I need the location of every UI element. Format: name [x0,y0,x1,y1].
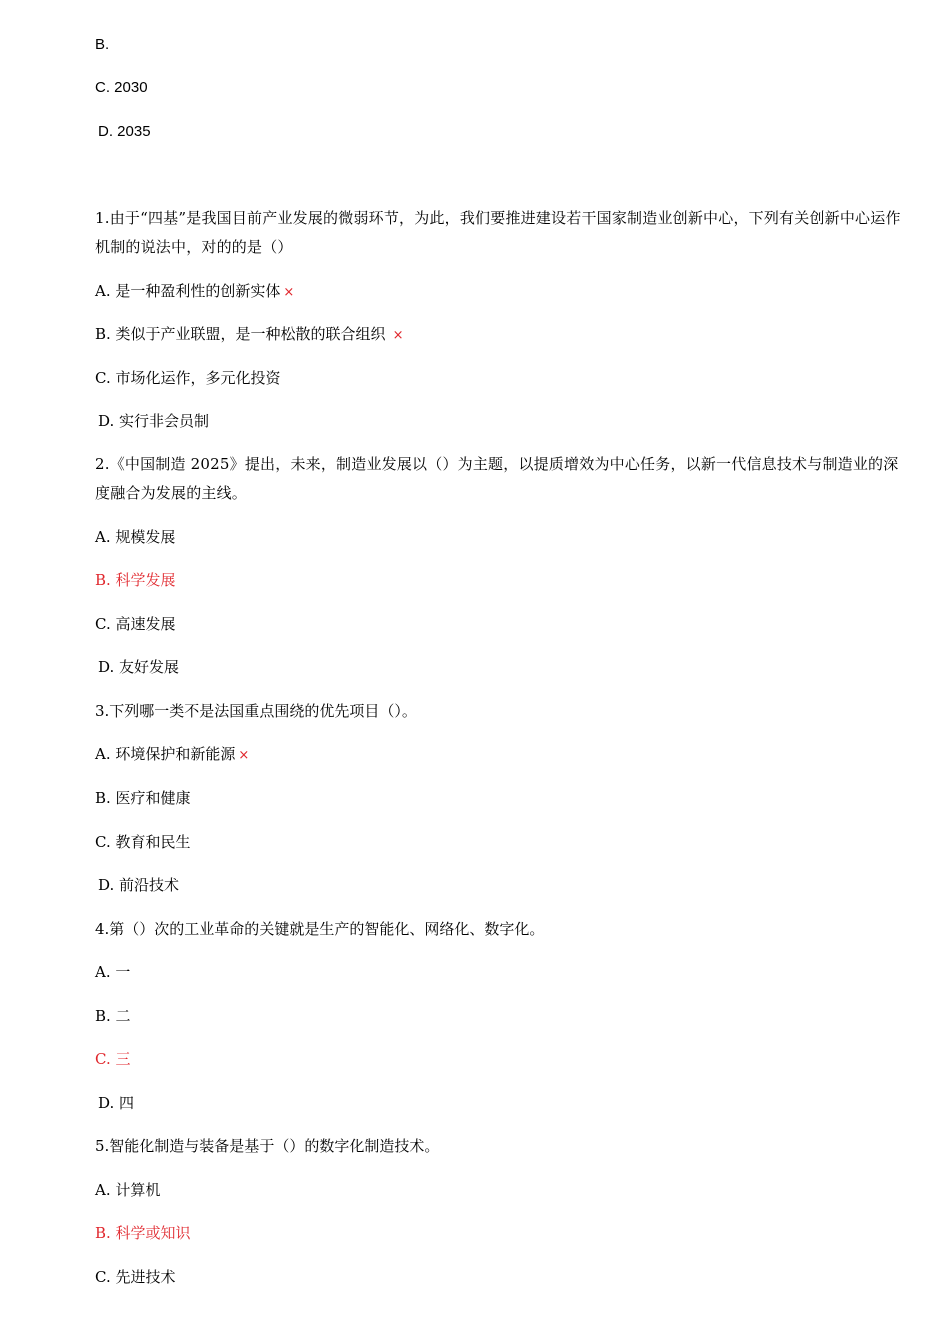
question-4-option-c-correct: C. 三 [95,1050,131,1068]
question-3-option-c: C. 教育和民生 [95,833,191,851]
prev-option-d: D. 2035 [98,123,151,140]
question-4-option-b: B. 二 [95,1007,131,1025]
question-1-option-a: A. 是一种盈利性的创新实体 × [95,282,295,300]
wrong-mark-icon: × [283,285,295,300]
question-4-option-a: A. 一 [95,963,131,981]
question-2-option-c: C. 高速发展 [95,615,176,633]
question-4-stem: 4.第（）次的工业革命的关键就是生产的智能化、网络化、数字化。 [95,920,545,938]
question-3-option-b: B. 医疗和健康 [95,789,191,807]
question-2-option-a: A. 规模发展 [95,528,176,546]
question-2-option-b-correct: B. 科学发展 [95,571,176,589]
question-1-option-d: D. 实行非会员制 [98,412,210,430]
question-1-stem: 1.由于“四基”是我国目前产业发展的微弱环节，为此，我们要推进建设若干国家制造业创新中心，下列有关创新中心运作机制的说法中，对的的是（） [95,209,901,256]
wrong-mark-icon: × [392,328,404,343]
prev-option-c: C. 2030 [95,79,148,96]
question-1-option-c: C. 市场化运作，多元化投资 [95,369,281,387]
question-5-option-b-correct: B. 科学或知识 [95,1224,191,1242]
question-1-option-b: B. 类似于产业联盟，是一种松散的联合组织 × [95,325,404,343]
prev-option-b: B. [95,36,110,53]
question-3-option-a: A. 环境保护和新能源 × [95,745,250,763]
question-2-option-d: D. 友好发展 [98,658,180,676]
question-3-option-d: D. 前沿技术 [98,876,180,894]
wrong-mark-icon: × [238,748,250,763]
question-4-option-d: D. 四 [98,1094,135,1112]
question-5-option-a: A. 计算机 [95,1181,161,1199]
question-5-option-c: C. 先进技术 [95,1268,176,1286]
question-2-stem: 2.《中国制造 2025》提出，未来，制造业发展以（）为主题，以提质增效为中心任务，以新一代信息技术与制造业的深度融合为发展的主线。 [95,455,899,502]
question-5-stem: 5.智能化制造与装备是基于（）的数字化制造技术。 [95,1137,440,1155]
question-3-stem: 3.下列哪一类不是法国重点围绕的优先项目（）。 [95,702,417,720]
